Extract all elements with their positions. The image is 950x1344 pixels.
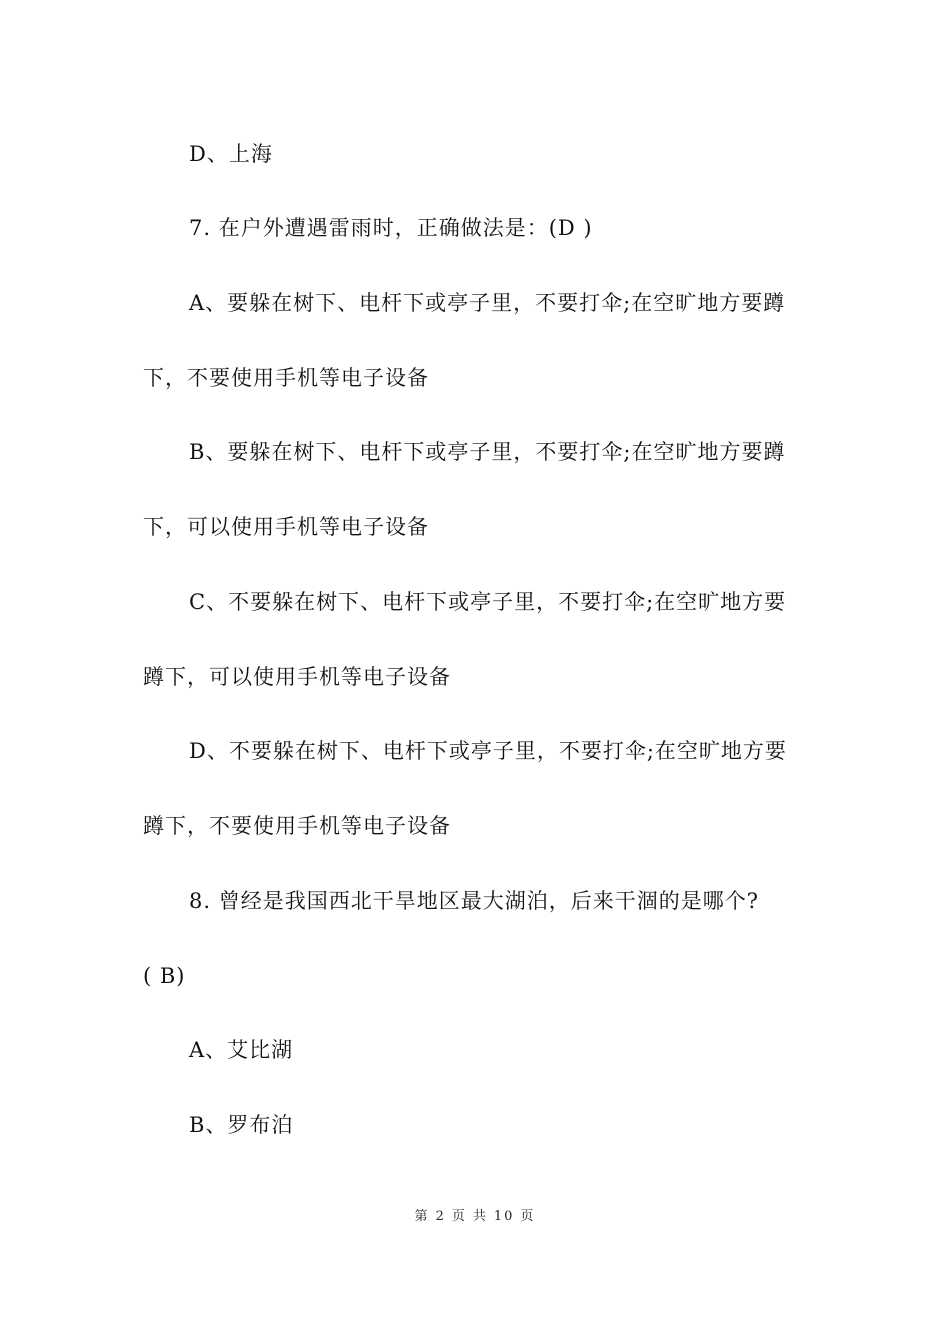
option-b-q7-line2: 下，可以使用手机等电子设备 xyxy=(143,515,429,539)
option-a-q7-line2: 下，不要使用手机等电子设备 xyxy=(143,366,429,390)
option-b-q7-line1: B、要躲在树下、电杆下或亭子里，不要打伞;在空旷地方要蹲 xyxy=(189,440,786,464)
footer-page-unit: 页 xyxy=(451,1209,467,1224)
page-footer xyxy=(0,1207,950,1227)
question-8-answer: ( B) xyxy=(143,964,186,988)
option-d-q7-line1: D、不要躲在树下、电杆下或亭子里，不要打伞;在空旷地方要 xyxy=(189,739,787,763)
option-c-q7-line1: C、不要躲在树下、电杆下或亭子里，不要打伞;在空旷地方要 xyxy=(189,590,787,614)
footer-total-pages: 10 xyxy=(493,1209,515,1224)
footer-total-prefix: 共 xyxy=(472,1209,488,1224)
question-7: 7. 在户外遭遇雷雨时，正确做法是：(D ) xyxy=(189,216,593,240)
footer-page-number: 2 xyxy=(435,1209,446,1224)
footer-prefix: 第 xyxy=(414,1209,430,1224)
footer-total-unit: 页 xyxy=(520,1209,536,1224)
option-c-q7-line2: 蹲下，可以使用手机等电子设备 xyxy=(143,665,451,689)
option-a-q7-line1: A、要躲在树下、电杆下或亭子里，不要打伞;在空旷地方要蹲 xyxy=(189,291,786,315)
option-d-q6: D、上海 xyxy=(189,142,273,166)
option-b-q8: B、罗布泊 xyxy=(189,1113,294,1137)
option-d-q7-line2: 蹲下，不要使用手机等电子设备 xyxy=(143,814,451,838)
option-a-q8: A、艾比湖 xyxy=(189,1038,294,1062)
question-8: 8. 曾经是我国西北干旱地区最大湖泊，后来干涸的是哪个? xyxy=(189,889,759,913)
